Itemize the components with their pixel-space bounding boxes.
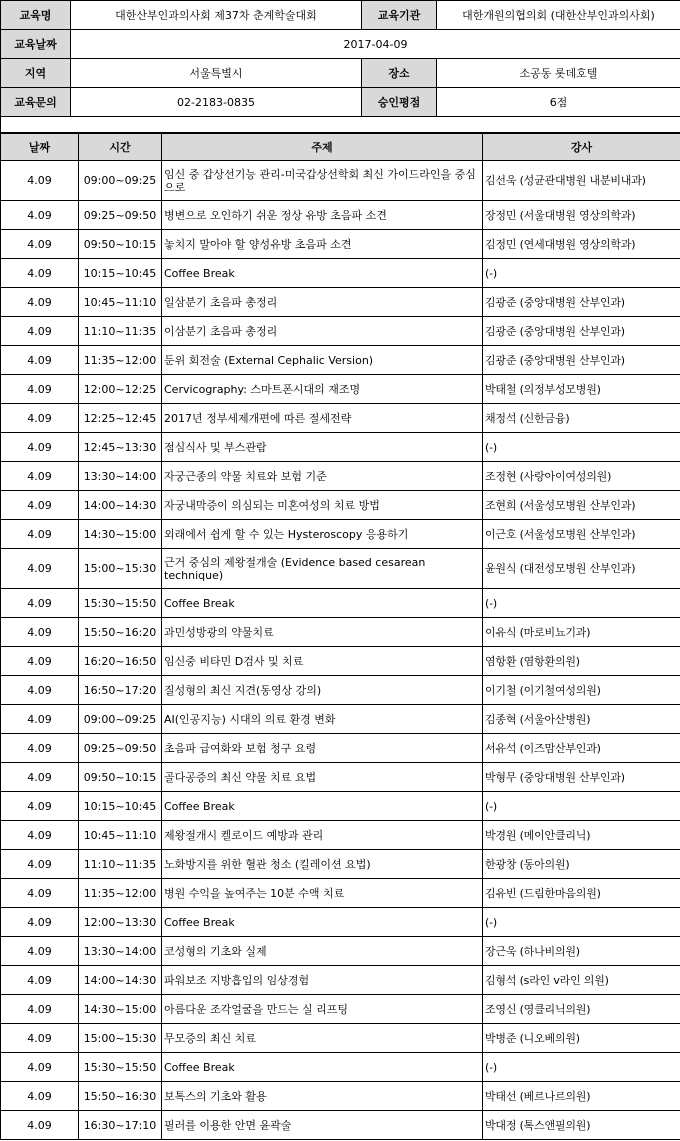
credit-label: 승인평점: [362, 88, 437, 117]
session-time: 11:10~11:35: [79, 317, 162, 346]
schedule-table: [0, 133, 680, 1140]
session-speaker: 박태철 (의정부성모병원): [483, 375, 680, 404]
session-speaker: 장근욱 (하나비의원): [483, 937, 680, 966]
table-row: [1, 491, 680, 520]
session-speaker: 김광준 (중앙대병원 산부인과): [483, 317, 680, 346]
schedule-header-row: [1, 134, 680, 161]
session-time: 12:00~12:25: [79, 375, 162, 404]
session-time: 09:25~09:50: [79, 201, 162, 230]
table-row: [1, 230, 680, 259]
session-speaker: 김광준 (중앙대병원 산부인과): [483, 288, 680, 317]
session-date: 4.09: [1, 705, 79, 734]
table-row: [1, 1111, 680, 1140]
table-row: [1, 462, 680, 491]
session-topic: Coffee Break: [162, 1053, 483, 1082]
session-date: 4.09: [1, 520, 79, 549]
session-date: 4.09: [1, 549, 79, 589]
table-row: [1, 433, 680, 462]
session-speaker: 김형석 (s라인 v라인 의원): [483, 966, 680, 995]
session-time: 15:50~16:20: [79, 618, 162, 647]
session-time: 12:45~13:30: [79, 433, 162, 462]
session-date: 4.09: [1, 908, 79, 937]
session-date: 4.09: [1, 966, 79, 995]
session-time: 09:50~10:15: [79, 763, 162, 792]
session-speaker: 한광창 (동아의원): [483, 850, 680, 879]
session-topic: 코성형의 기초와 실제: [162, 937, 483, 966]
session-time: 11:35~12:00: [79, 346, 162, 375]
session-time: 11:10~11:35: [79, 850, 162, 879]
region-label: 지역: [1, 59, 71, 88]
info-row-course: [1, 1, 680, 30]
table-row: [1, 879, 680, 908]
session-topic: Coffee Break: [162, 259, 483, 288]
table-row: [1, 763, 680, 792]
session-topic: 아름다운 조각얼굴을 만드는 실 리프팅: [162, 995, 483, 1024]
session-speaker: 김정민 (연세대병원 영상의학과): [483, 230, 680, 259]
info-row-contact: [1, 88, 680, 117]
session-time: 11:35~12:00: [79, 879, 162, 908]
session-speaker: 조정현 (사랑아이여성의원): [483, 462, 680, 491]
session-time: 09:50~10:15: [79, 230, 162, 259]
session-topic: 보톡스의 기초와 활용: [162, 1082, 483, 1111]
session-topic: Coffee Break: [162, 589, 483, 618]
session-topic: 놓치지 말아야 할 양성유방 초음파 소견: [162, 230, 483, 259]
table-row: [1, 375, 680, 404]
session-speaker: 장정민 (서울대병원 영상의학과): [483, 201, 680, 230]
session-speaker: 이유식 (마로비뇨기과): [483, 618, 680, 647]
session-topic: 병원 수익을 높여주는 10분 수액 치료: [162, 879, 483, 908]
session-date: 4.09: [1, 433, 79, 462]
session-topic: Cervicography: 스마트폰시대의 재조명: [162, 375, 483, 404]
session-speaker: 박대정 (톡스앤필의원): [483, 1111, 680, 1140]
session-speaker: 박경원 (메이안클리닉): [483, 821, 680, 850]
session-time: 15:00~15:30: [79, 549, 162, 589]
region-value: 서울특별시: [71, 59, 362, 88]
session-date: 4.09: [1, 230, 79, 259]
institution-label: 교육기관: [362, 1, 437, 30]
session-date: 4.09: [1, 1082, 79, 1111]
session-time: 10:45~11:10: [79, 821, 162, 850]
session-date: 4.09: [1, 676, 79, 705]
session-date: 4.09: [1, 404, 79, 433]
session-topic: Coffee Break: [162, 792, 483, 821]
session-topic: 초음파 급여화와 보험 청구 요령: [162, 734, 483, 763]
session-date: 4.09: [1, 1053, 79, 1082]
session-topic: 임신 중 갑상선기능 관리-미국갑상선학회 최신 가이드라인을 중심으로: [162, 161, 483, 201]
header-time: 시간: [79, 134, 162, 161]
session-speaker: 조현희 (서울성모병원 산부인과): [483, 491, 680, 520]
session-speaker: (-): [483, 908, 680, 937]
session-topic: 점심식사 및 부스관람: [162, 433, 483, 462]
course-name-label: 교육명: [1, 1, 71, 30]
table-row: [1, 618, 680, 647]
session-speaker: 박형무 (중앙대병원 산부인과): [483, 763, 680, 792]
session-speaker: (-): [483, 589, 680, 618]
session-date: 4.09: [1, 850, 79, 879]
session-date: 4.09: [1, 792, 79, 821]
header-date: 날짜: [1, 134, 79, 161]
info-row-date: [1, 30, 680, 59]
session-date: 4.09: [1, 734, 79, 763]
session-speaker: 윤원식 (대전성모병원 산부인과): [483, 549, 680, 589]
session-time: 12:25~12:45: [79, 404, 162, 433]
session-date: 4.09: [1, 589, 79, 618]
table-row: [1, 937, 680, 966]
contact-label: 교육문의: [1, 88, 71, 117]
session-speaker: 채정석 (신한금융): [483, 404, 680, 433]
session-date: 4.09: [1, 259, 79, 288]
session-date: 4.09: [1, 879, 79, 908]
venue-label: 장소: [362, 59, 437, 88]
session-time: 14:30~15:00: [79, 995, 162, 1024]
table-row: [1, 161, 680, 201]
session-speaker: 박병준 (니오베의원): [483, 1024, 680, 1053]
session-speaker: 김선욱 (성균관대병원 내분비내과): [483, 161, 680, 201]
session-date: 4.09: [1, 462, 79, 491]
session-time: 15:30~15:50: [79, 589, 162, 618]
session-date: 4.09: [1, 161, 79, 201]
session-date: 4.09: [1, 821, 79, 850]
session-topic: 근거 중심의 제왕절개술 (Evidence based cesarean technique): [162, 549, 483, 589]
session-time: 15:50~16:30: [79, 1082, 162, 1111]
date-label: 교육날짜: [1, 30, 71, 59]
schedule-body: [1, 161, 680, 1140]
session-speaker: (-): [483, 1053, 680, 1082]
header-speaker: 강사: [483, 134, 680, 161]
session-time: 14:30~15:00: [79, 520, 162, 549]
session-time: 14:00~14:30: [79, 966, 162, 995]
education-info-table: [0, 0, 680, 133]
session-date: 4.09: [1, 288, 79, 317]
session-speaker: (-): [483, 259, 680, 288]
table-row: [1, 966, 680, 995]
institution-value: 대한개원의협의회 (대한산부인과의사회): [437, 1, 680, 30]
session-date: 4.09: [1, 491, 79, 520]
session-date: 4.09: [1, 647, 79, 676]
session-speaker: 김종혁 (서울아산병원): [483, 705, 680, 734]
session-topic: 골다공증의 최신 약물 치료 요법: [162, 763, 483, 792]
session-time: 14:00~14:30: [79, 491, 162, 520]
session-speaker: 염항환 (염항환의원): [483, 647, 680, 676]
session-topic: 제왕절개시 켈로이드 예방과 관리: [162, 821, 483, 850]
table-row: [1, 821, 680, 850]
table-row: [1, 908, 680, 937]
session-topic: 2017년 정부세제개편에 따른 절세전략: [162, 404, 483, 433]
session-speaker: 김광준 (중앙대병원 산부인과): [483, 346, 680, 375]
session-time: 15:00~15:30: [79, 1024, 162, 1053]
session-date: 4.09: [1, 763, 79, 792]
course-name-value: 대한산부인과의사회 제37차 춘계학술대회: [71, 1, 362, 30]
info-row-region: [1, 59, 680, 88]
table-row: [1, 520, 680, 549]
session-speaker: 박태선 (베르나르의원): [483, 1082, 680, 1111]
table-row: [1, 734, 680, 763]
session-topic: 무모증의 최신 치료: [162, 1024, 483, 1053]
table-row: [1, 850, 680, 879]
session-time: 12:00~13:30: [79, 908, 162, 937]
session-date: 4.09: [1, 995, 79, 1024]
session-topic: 자궁내막증이 의심되는 미혼여성의 치료 방법: [162, 491, 483, 520]
session-time: 15:30~15:50: [79, 1053, 162, 1082]
table-row: [1, 549, 680, 589]
table-row: [1, 1082, 680, 1111]
table-row: [1, 647, 680, 676]
session-speaker: 이기철 (이기철여성의원): [483, 676, 680, 705]
session-topic: 임신중 비타민 D검사 및 치료: [162, 647, 483, 676]
venue-value: 소공동 롯데호텔: [437, 59, 680, 88]
session-time: 09:00~09:25: [79, 161, 162, 201]
table-row: [1, 792, 680, 821]
session-speaker: 조영신 (영클리닉의원): [483, 995, 680, 1024]
session-speaker: 서유석 (이즈맘산부인과): [483, 734, 680, 763]
table-row: [1, 404, 680, 433]
header-topic: 주제: [162, 134, 483, 161]
session-time: 13:30~14:00: [79, 937, 162, 966]
session-speaker: 이근호 (서울성모병원 산부인과): [483, 520, 680, 549]
session-speaker: (-): [483, 433, 680, 462]
table-row: [1, 1024, 680, 1053]
session-time: 09:25~09:50: [79, 734, 162, 763]
session-date: 4.09: [1, 1111, 79, 1140]
session-topic: 노화방지를 위한 혈관 청소 (킬레이션 요법): [162, 850, 483, 879]
session-time: 16:50~17:20: [79, 676, 162, 705]
session-time: 10:15~10:45: [79, 259, 162, 288]
table-row: [1, 995, 680, 1024]
session-time: 10:15~10:45: [79, 792, 162, 821]
table-row: [1, 589, 680, 618]
date-value: 2017-04-09: [71, 30, 680, 59]
session-date: 4.09: [1, 201, 79, 230]
session-time: 10:45~11:10: [79, 288, 162, 317]
session-topic: 이삼분기 초음파 총정리: [162, 317, 483, 346]
table-spacer: [1, 117, 680, 133]
session-topic: 외래에서 쉽게 할 수 있는 Hysteroscopy 응용하기: [162, 520, 483, 549]
session-topic: 과민성방광의 약물치료: [162, 618, 483, 647]
session-speaker: 김유빈 (드림한마음의원): [483, 879, 680, 908]
session-time: 13:30~14:00: [79, 462, 162, 491]
table-row: [1, 317, 680, 346]
session-time: 16:20~16:50: [79, 647, 162, 676]
session-topic: 파워보조 지방흡입의 임상경험: [162, 966, 483, 995]
table-row: [1, 705, 680, 734]
session-topic: AI(인공지능) 시대의 의료 환경 변화: [162, 705, 483, 734]
session-date: 4.09: [1, 1024, 79, 1053]
session-time: 16:30~17:10: [79, 1111, 162, 1140]
table-row: [1, 259, 680, 288]
table-row: [1, 201, 680, 230]
session-date: 4.09: [1, 375, 79, 404]
session-date: 4.09: [1, 937, 79, 966]
session-date: 4.09: [1, 346, 79, 375]
session-topic: 일삼분기 초음파 총정리: [162, 288, 483, 317]
contact-value: 02-2183-0835: [71, 88, 362, 117]
session-topic: Coffee Break: [162, 908, 483, 937]
session-topic: 질성형의 최신 지견(동영상 강의): [162, 676, 483, 705]
session-date: 4.09: [1, 618, 79, 647]
table-row: [1, 676, 680, 705]
credit-value: 6점: [437, 88, 680, 117]
session-topic: 자궁근종의 약물 치료와 보험 기준: [162, 462, 483, 491]
session-topic: 필러를 이용한 안면 윤곽술: [162, 1111, 483, 1140]
session-date: 4.09: [1, 317, 79, 346]
table-row: [1, 288, 680, 317]
session-topic: 병변으로 오인하기 쉬운 정상 유방 초음파 소견: [162, 201, 483, 230]
table-row: [1, 1053, 680, 1082]
session-time: 09:00~09:25: [79, 705, 162, 734]
session-topic: 둔위 회전술 (External Cephalic Version): [162, 346, 483, 375]
session-speaker: (-): [483, 792, 680, 821]
table-row: [1, 346, 680, 375]
